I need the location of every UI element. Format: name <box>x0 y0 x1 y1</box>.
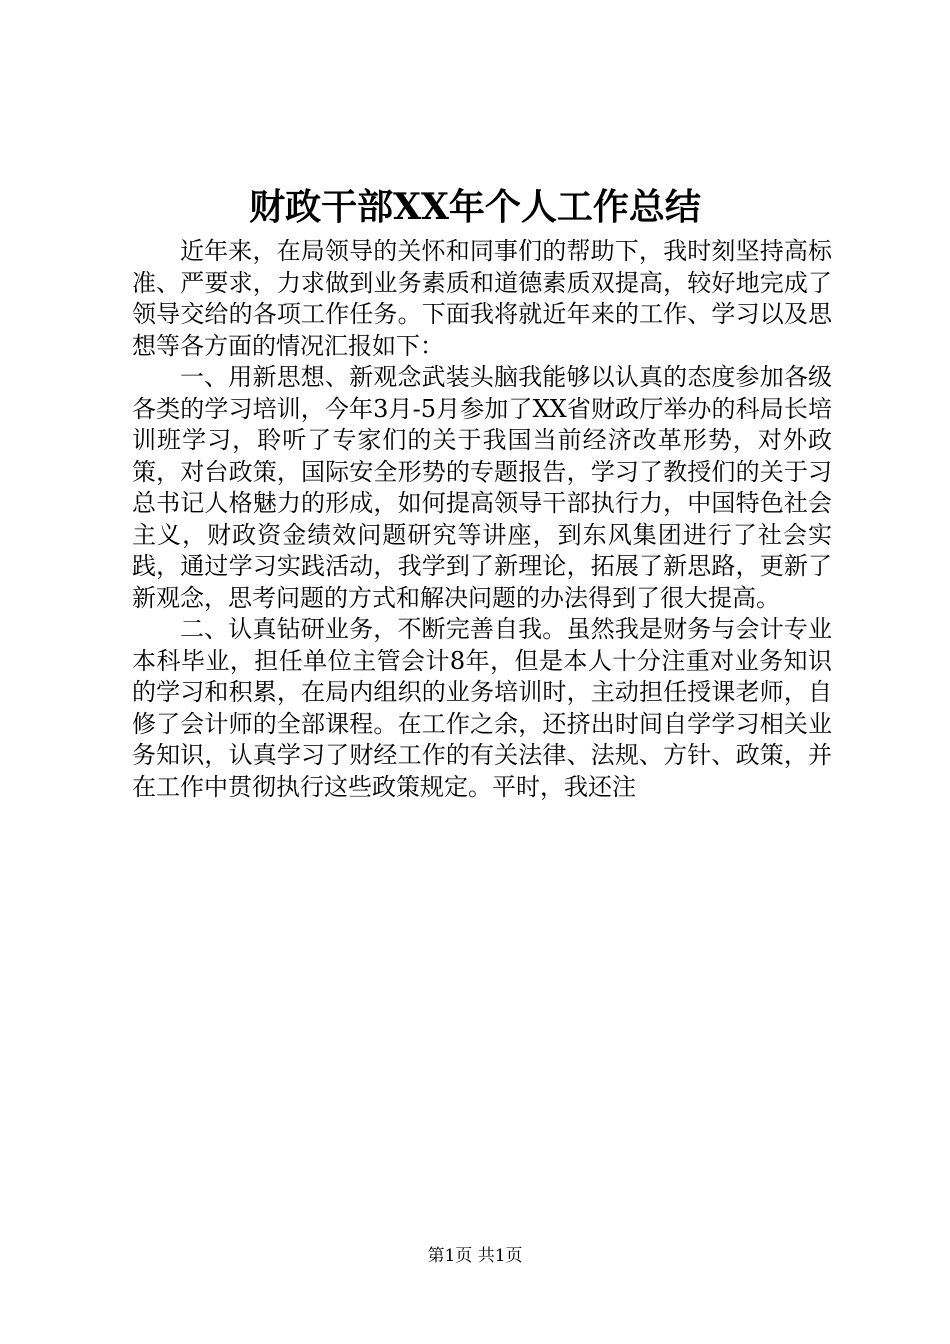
document-body <box>132 236 832 803</box>
page-number-footer: 第1页 共1页 <box>427 1246 523 1266</box>
paragraph-section-two: 二、认真钻研业务，不断完善自我。虽然我是财务与会计专业本科毕业，担任单位主管会计8年，但是本人十分注重对业务知识的学习和积累，在局内组织的业务培训时，主动担任授课老师，自修了会计师的全部课程。在工作之余，还挤出时间自学学习相关业务知识，认真学习了财经工作的有关法律、法规、方针、政策，并在工作中贯彻执行这些政策规定。平时，我还注 <box>132 615 832 801</box>
page-title: 财政干部XX年个人工作总结 <box>249 186 701 228</box>
paragraph-intro: 近年来，在局领导的关怀和同事们的帮助下，我时刻坚持高标准、严要求，力求做到业务素质和道德素质双提高，较好地完成了领导交给的各项工作任务。下面我将就近年来的工作、学习以及思想等各方面的情况汇报如下： <box>132 237 832 360</box>
paragraph-section-one: 一、用新思想、新观念武装头脑我能够以认真的态度参加各级各类的学习培训，今年3月-5月参加了XX省财政厅举办的科局长培训班学习，聆听了专家们的关于我国当前经济改革形势，对外政策，对台政策，国际安全形势的专题报告，学习了教授们的关于习总书记人格魅力的形成，如何提高领导干部执行力，中国特色社会主义，财政资金绩效问题研究等讲座，到东风集团进行了社会实践，通过学习实践活动，我学到了新理论，拓展了新思路，更新了新观念，思考问题的方式和解决问题的办法得到了很大提高。 <box>132 363 832 612</box>
